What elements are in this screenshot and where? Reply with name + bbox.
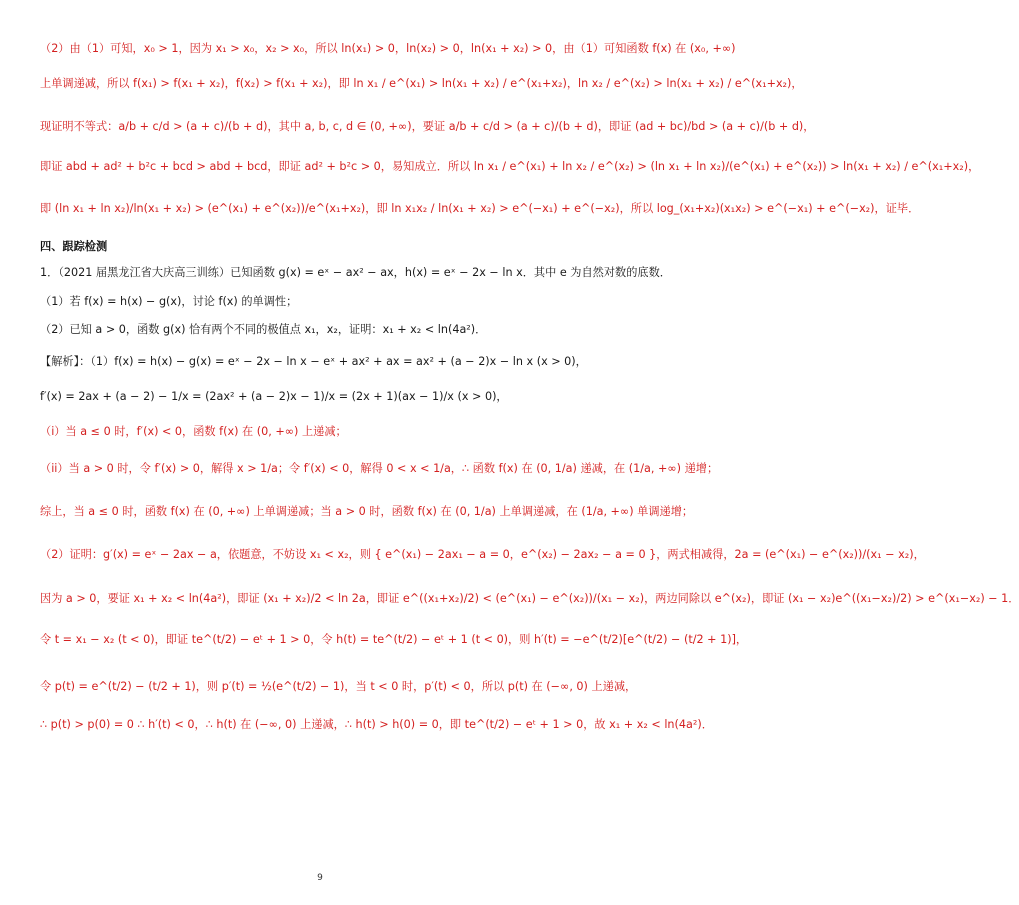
solution-line-1: （2）由（1）可知，x₀ > 1，因为 x₁ > x₀，x₂ > x₀，所以 ln(x₁) > 0，ln(x₂) > 0，ln(x₁ + x₂) > 0，由（1）可知函数 f(x) 在 (x₀, +∞) bbox=[40, 42, 736, 55]
solution-line-5: 即 (ln x₁ + ln x₂)/ln(x₁ + x₂) > (e^(x₁) + e^(x₂))/e^(x₁+x₂)，即 ln x₁x₂ / ln(x₁ + x₂) > e^(−x₁) + e^(−x₂)，所以 log_(x₁+x₂)(x₁x₂) > e^(−x₁) + e^(−x₂)，证毕． bbox=[40, 202, 920, 215]
analysis-line-2: f′(x) = 2ax + (a − 2) − 1/x = (2ax² + (a − 2)x − 1)/x = (2x + 1)(ax − 1)/x (x > 0)， bbox=[40, 390, 508, 403]
proof-line-4: 令 p(t) = e^(t/2) − (t/2 + 1)，则 p′(t) = ½(e^(t/2) − 1)，当 t < 0 时，p′(t) < 0，所以 p(t) 在 (−∞, 0) 上递减， bbox=[40, 680, 637, 693]
solution-line-2: 上单调递减，所以 f(x₁) > f(x₁ + x₂)，f(x₂) > f(x₁ + x₂)，即 ln x₁ / e^(x₁) > ln(x₁ + x₂) / e^(x₁+x₂)，ln x₂ / e^(x₂) > ln(x₁ + x₂) / e^(x₁+x₂)， bbox=[40, 77, 803, 90]
problem-statement: 1．（2021 届黑龙江省大庆高三训练）已知函数 g(x) = eˣ − ax² − ax，h(x) = eˣ − 2x − ln x．其中 e 为自然对数的底数． bbox=[40, 266, 671, 279]
proof-line-5: ∴ p(t) > p(0) = 0 ∴ h′(t) < 0，∴ h(t) 在 (−∞, 0) 上递减，∴ h(t) > h(0) = 0，即 te^(t/2) − eᵗ + 1 > 0，故 x₁ + x₂ < ln(4a²)． bbox=[40, 718, 713, 731]
analysis-line-1: 【解析】：（1）f(x) = h(x) − g(x) = eˣ − 2x − ln x − eˣ + ax² + ax = ax² + (a − 2)x − ln x (x > 0)， bbox=[40, 355, 587, 368]
page-number: 9 bbox=[317, 873, 323, 883]
analysis-case-2: （ii）当 a > 0 时，令 f′(x) > 0，解得 x > 1/a；令 f′(x) < 0，解得 0 < x < 1/a，∴ 函数 f(x) 在 (0, 1/a) 递减，在 (1/a, +∞) 递增； bbox=[40, 462, 719, 475]
problem-part-1: （1）若 f(x) = h(x) − g(x)，讨论 f(x) 的单调性； bbox=[40, 295, 298, 308]
proof-line-1: （2）证明：g′(x) = eˣ − 2ax − a，依题意，不妨设 x₁ < x₂，则 { e^(x₁) − 2ax₁ − a = 0，e^(x₂) − 2ax₂ − a = 0 }，两式相减得，2a = (e^(x₁) − e^(x₂))/(x₁ − x₂)， bbox=[40, 548, 925, 561]
problem-part-2: （2）已知 a > 0，函数 g(x) 恰有两个不同的极值点 x₁，x₂，证明：x₁ + x₂ < ln(4a²)． bbox=[40, 323, 487, 336]
proof-line-2: 因为 a > 0，要证 x₁ + x₂ < ln(4a²)，即证 (x₁ + x₂)/2 < ln 2a，即证 e^((x₁+x₂)/2) < (e^(x₁) − e^(x₂))/(x₁ − x₂)，两边同除以 e^(x₂)，即证 (x₁ − x₂)e^((x₁−x₂)/2) > e^(x₁−x₂) − 1． bbox=[40, 592, 1019, 605]
solution-line-4: 即证 abd + ad² + b²c + bcd > abd + bcd，即证 ad² + b²c > 0，易知成立．所以 ln x₁ / e^(x₁) + ln x₂ / e^(x₂) > (ln x₁ + ln x₂)/(e^(x₁) + e^(x₂)) > ln(x₁ + x₂) / e^(x₁+x₂)， bbox=[40, 160, 980, 173]
analysis-case-1: （i）当 a ≤ 0 时，f′(x) < 0，函数 f(x) 在 (0, +∞) 上递减； bbox=[40, 425, 347, 438]
section-heading: 四、跟踪检测 bbox=[40, 240, 108, 253]
solution-line-3: 现证明不等式：a/b + c/d > (a + c)/(b + d)，其中 a, b, c, d ∈ (0, +∞)，要证 a/b + c/d > (a + c)/(b + d)，即证 (ad + bc)/bd > (a + c)/(b + d)， bbox=[40, 120, 815, 133]
proof-line-3: 令 t = x₁ − x₂ (t < 0)，即证 te^(t/2) − eᵗ + 1 > 0，令 h(t) = te^(t/2) − eᵗ + 1 (t < 0)，则 h′(t) = −e^(t/2)[e^(t/2) − (t/2 + 1)]， bbox=[40, 633, 748, 646]
analysis-summary: 综上，当 a ≤ 0 时，函数 f(x) 在 (0, +∞) 上单调递减；当 a > 0 时，函数 f(x) 在 (0, 1/a) 上单调递减，在 (1/a, +∞) 单调递增； bbox=[40, 505, 694, 518]
